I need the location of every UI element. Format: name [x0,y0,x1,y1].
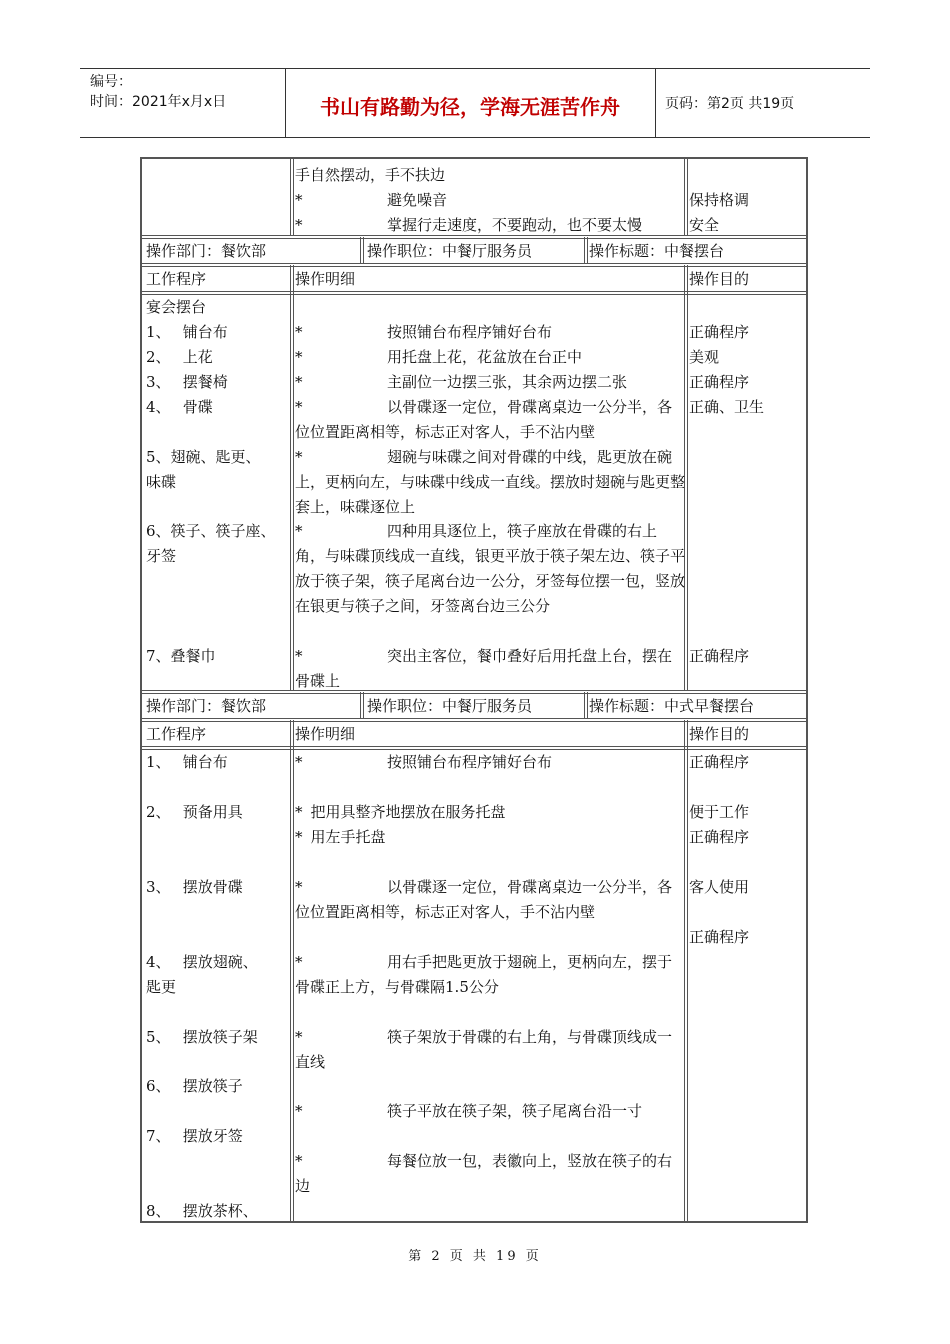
page-footer: 第 2 页 共 19 页 [408,1249,542,1264]
s1-detail-2: * 用托盘上花，花盆放在台正中 [295,348,583,366]
s2-detail-4: * 以骨碟逐一定位，骨碟离桌边一公分半，各位位置距离相等，标志正对客人，手不沾内壁 [295,878,673,921]
s1-proc-7: 7、叠餐巾 [146,647,216,665]
header-motto-cell [285,69,656,137]
s1-detail-6: * 四种用具逐位上，筷子座放在骨碟的右上角，与味碟顶线成一直线，银更平放于筷子架左边、筷子平放于筷子架，筷子尾离台边一公分，牙签每位摆一包，竖放在银更与筷子之间，牙签离台边三公分 [295,522,686,615]
s1-col-proc: 工作程序 [146,270,207,288]
s2-detail-1: * 按照铺台布程序铺好台布 [295,753,553,771]
s2-detail-5: * 用右手把匙更放于翅碗上，更柄向左，摆于骨碟正上方，与骨碟隔1.5公分 [295,953,673,996]
s1-purpose-4: 正确、卫生 [689,398,765,416]
s2-detail-7: * 筷子平放在筷子架，筷子尾离台沿一寸 [295,1102,643,1120]
s1-proc-6b: 牙签 [146,547,177,565]
s1-detail-1: * 按照铺台布程序铺好台布 [295,323,553,341]
s1-detail-3: * 主副位一边摆三张，其余两边摆二张 [295,373,628,391]
s1-dept: 操作部门：餐饮部 [146,242,267,260]
s1-proc-5: 5、翅碗、匙更、 [146,448,261,466]
s2-col-detail: 操作明细 [295,725,356,743]
s1-col-purpose: 操作目的 [689,270,750,288]
s2-proc-3: 3、 摆放骨碟 [146,878,243,896]
top-line-2: * 避免噪音 [295,191,448,209]
s1-proc-3: 3、 摆餐椅 [146,373,228,391]
s2-proc-6: 6、 摆放筷子 [146,1077,243,1095]
header-page-cell [655,69,870,137]
s1-purpose-2: 美观 [689,348,720,366]
s1-detail-4: * 以骨碟逐一定位，骨碟离桌边一公分半，各位位置距离相等，标志正对客人，手不沾内壁 [295,398,673,441]
s2-title: 操作标题：中式早餐摆台 [589,697,755,715]
s1-proc-4: 4、 骨碟 [146,398,213,416]
s2-purpose-1: 正确程序 [689,753,750,771]
page-label: 页码：第2页 共19页 [665,96,795,112]
s2-detail-6: * 筷子架放于骨碟的右上角，与骨碟顶线成一直线 [295,1028,673,1071]
s2-detail-3: * 用左手托盘 [295,828,386,846]
s1-detail-5: * 翅碗与味碟之间对骨碟的中线，匙更放在碗上，更柄向左，与味碟中线成一直线。摆放时翅碗与匙更整套上，味碟逐位上 [295,448,686,516]
s1-purpose-3: 正确程序 [689,373,750,391]
s2-purpose-2: 便于工作 [689,803,750,821]
s1-purpose-5: 正确程序 [689,647,750,665]
number-label: 编号： [90,74,132,90]
top-line-3: * 掌握行走速度，不要跑动，也不要太慢 [295,216,643,234]
s2-proc-5: 5、 摆放筷子架 [146,1028,258,1046]
s1-position: 操作职位：中餐厅服务员 [367,242,533,260]
top-purpose-1: 保持格调 [689,191,750,209]
s2-detail-2: * 把用具整齐地摆放在服务托盘 [295,803,506,821]
s2-proc-4: 4、 摆放翅碗、 [146,953,258,971]
s2-position: 操作职位：中餐厅服务员 [367,697,533,715]
s2-proc-4b: 匙更 [146,978,177,996]
s2-proc-8: 8、 摆放茶杯、 [146,1202,258,1220]
s1-title: 操作标题：中餐摆台 [589,242,725,260]
s2-proc-7: 7、 摆放牙签 [146,1127,243,1145]
s1-col-detail: 操作明细 [295,270,356,288]
s2-purpose-4: 客人使用 [689,878,750,896]
s2-purpose-5: 正确程序 [689,928,750,946]
s1-detail-7: * 突出主客位，餐巾叠好后用托盘上台，摆在骨碟上 [295,647,673,690]
s2-dept: 操作部门：餐饮部 [146,697,267,715]
motto: 书山有路勤为径，学海无涯苦作舟 [320,95,620,119]
s2-proc-2: 2、 预备用具 [146,803,243,821]
top-line-1: 手自然摆动，手不扶边 [295,166,446,184]
s2-col-proc: 工作程序 [146,725,207,743]
page-header [80,68,870,138]
s2-col-purpose: 操作目的 [689,725,750,743]
procedure-table [140,157,808,1223]
s1-proc-heading: 宴会摆台 [146,298,207,316]
header-meta [80,69,286,137]
s2-proc-1: 1、 铺台布 [146,753,228,771]
s1-proc-6: 6、筷子、筷子座、 [146,522,276,540]
s1-purpose-1: 正确程序 [689,323,750,341]
s2-detail-8: * 每餐位放一包，表徽向上，竖放在筷子的右边 [295,1152,673,1195]
s1-proc-5b: 味碟 [146,473,177,491]
s1-proc-2: 2、 上花 [146,348,213,366]
s2-purpose-3: 正确程序 [689,828,750,846]
s1-proc-1: 1、 铺台布 [146,323,228,341]
time-label: 时间：2021年x月x日 [90,94,227,110]
top-purpose-2: 安全 [689,216,720,234]
